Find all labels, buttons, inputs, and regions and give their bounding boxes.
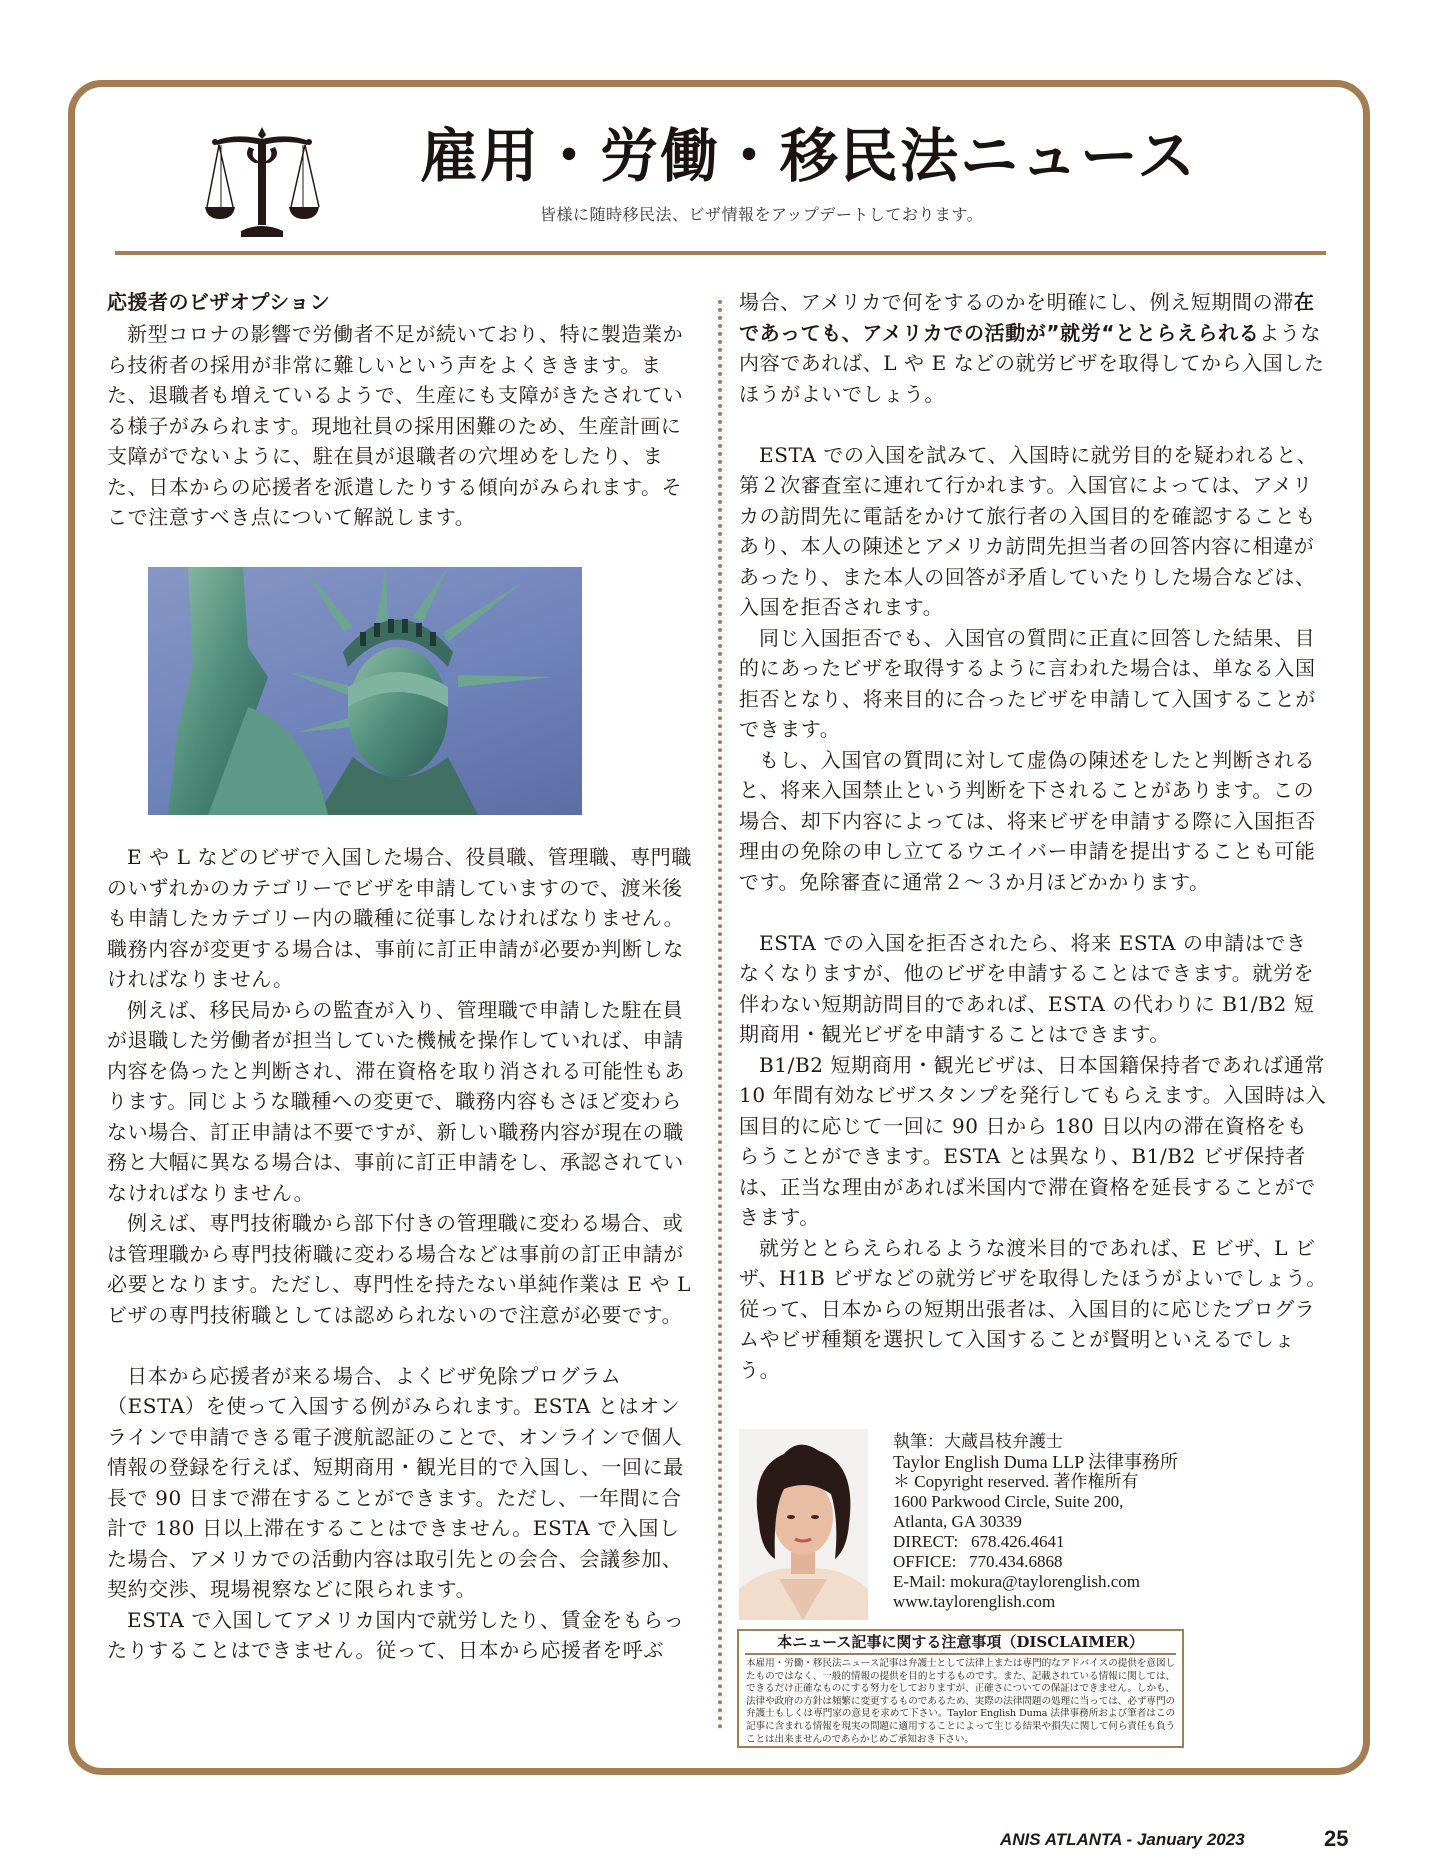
continuation-text: 場合、アメリカで何をするのかを明確にし、例え短期間の滞 — [739, 290, 1294, 314]
author-address-line2: Atlanta, GA 30339 — [893, 1512, 1022, 1531]
publication-footer: ANIS ATLANTA - January 2023 — [1000, 1830, 1245, 1849]
page-number: 25 — [1324, 1826, 1349, 1851]
article-paragraph: ESTA での入国を試みて、入国時に就労目的を疑われると、第２次審査室に連れて行かれます。入国官によっては、アメリカの訪問先に電話をかけて旅行者の入国目的を確認することもあり、本人の陳述とアメリカ訪問先担当者の回答内容に相違があったり、また本人の回答が矛盾していたりした場合などは、入国を拒否されます。 — [739, 442, 1318, 619]
author-direct-phone: DIRECT: 678.426.4641 — [893, 1532, 1065, 1551]
article-paragraph: 例えば、移民局からの監査が入り、管理職で申請した駐在員が退職した労働者が担当していた機械を操作していれば、申請内容を偽ったと判断され、滞在資格を取り消される可能性もあります。同じような職種への変更で、職務内容もさほど変わらない場合、訂正申請は不要ですが、新しい職務内容が現在の職務と大幅に異なる場合は、事前に訂正申請をし、承認されていなければなりません。 — [107, 997, 685, 1205]
article-paragraph: 就労ととらえられるような渡米目的であれば、E ビザ、L ビザ、H1B ビザなどの就労ビザを取得したほうがよいでしょう。従って、日本からの短期出張者は、入国目的に応じたプログラムやビザ種類を選択して入国することが賢明といえるでしょう。 — [739, 1235, 1327, 1382]
article-paragraph: もし、入国官の質問に対して虚偽の陳述をしたと判断されると、将来入国禁止という判断を下されることがあります。この場合、却下内容によっては、将来ビザを申請する際に入国拒否理由の免除の申し立てるウエイバー申請を提出することも可能です。免除審査に通常２～３か月ほどかかります。 — [739, 747, 1316, 894]
author-portrait-photo — [739, 1429, 868, 1620]
article-paragraph: ESTA で入国してアメリカ国内で就労したり、賃金をもらったりすることはできません。従って、日本から応援者を呼ぶ — [107, 1607, 685, 1662]
author-email[interactable]: E-Mail: mokura@taylorenglish.com — [893, 1572, 1140, 1591]
page-subtitle: 皆様に随時移民法、ビザ情報をアップデートしております。 — [540, 205, 984, 224]
disclaimer-body: 本雇用・労働・移民法ニュース記事は弁護士として法律上または専門的なアドバイスの提供を意図したものではなく、一般的情報の提供を目的とするものです。また、記載されている情報に関しては、できるだけ正確なものにする努力をしておりますが、正確さについての保証はできません。しかも、法律や政府の方針は頻繁に変更するものであるため、実際の法律問題の処理に当っては、必ず専門の弁護士もしくは専門家の意見を求めて下さい。Taylor English Duma 法律事務所および筆者はこの記事に含まれる情報を現実の問題に適用することによって生じる結果や損失に関して何ら責任も負うことは出来ませんのであらかじめご承知おき下さい。 — [746, 1658, 1175, 1745]
article-paragraph: 新型コロナの影響で労働者不足が続いており、特に製造業から技術者の採用が非常に難しいという声をよくききます。また、退職者も増えているようで、生産にも支障がきたされている様子がみられます。現地社員の採用困難のため、生産計画に支障がでないように、駐在員が退職者の穴埋めをしたり、また、日本からの応援者を派遣したりする傾向がみられます。そこで注意すべき点について解説します。 — [107, 322, 684, 529]
article-paragraph: 例えば、専門技術職から部下付きの管理職に変わる場合、或は管理職から専門技術職に変わる場合などは事前の訂正申請が必要となります。ただし、専門性を持たない単純作業は E や L ビザの専門技術職としては認められないので注意が必要です。 — [107, 1211, 691, 1327]
article-paragraph: ESTA での入国を拒否されたら、将来 ESTA の申請はできなくなりますが、他のビザを申請することはできます。就労を伴わない短期訪問目的であれば、ESTA の代わりに B1/B2 短期商用・観光ビザを申請することはできます。 — [739, 930, 1315, 1046]
scales-of-justice-icon — [205, 125, 320, 245]
column-divider — [718, 300, 722, 1730]
author-info — [893, 1432, 1223, 1612]
disclaimer-title: 本ニュース記事に関する注意事項（DISCLAIMER） — [745, 1631, 1176, 1655]
author-office-phone: OFFICE: 770.434.6868 — [893, 1552, 1063, 1571]
article-paragraph: B1/B2 短期商用・観光ビザは、日本国籍保持者であれば通常 10 年間有効なビザスタンプを発行してもらえます。入国時は入国目的に応じて一回に 90 日から 180 日以内の滞在資格をもらうことができます。ESTA とは異なり、B1/B2 ビザ保持者は、正当な理由があれば米国内で滞在資格を延長することができます。 — [739, 1052, 1327, 1229]
article-paragraph: 同じ入国拒否でも、入国官の質問に正直に回答した結果、目的にあったビザを取得するように言われた場合は、単なる入国拒否となり、将来目的に合ったビザを申請して入国することができます。 — [739, 625, 1316, 741]
author-byline: 執筆：大蔵昌枝弁護士 — [893, 1432, 1063, 1451]
author-copyright: ＊ Copyright reserved. 著作権所有 — [893, 1472, 1139, 1491]
continuation-text: ような内容であれば、L や E などの就労ビザを取得してから入国したほうがよいでしょう。 — [739, 320, 1325, 406]
author-firm: Taylor English Duma LLP 法律事務所 — [893, 1452, 1179, 1472]
article-right-column — [739, 287, 1327, 1385]
article-left-column — [107, 288, 697, 1666]
article-paragraph: E や L などのビザで入国した場合、役員職、管理職、専門職のいずれかのカテゴリーでビザを申請していますので、渡米後も申請したカテゴリー内の職種に従事しなければなりません。職務内容が変更する場合は、事前に訂正申請が必要か判断しなければなりません。 — [107, 845, 692, 991]
disclaimer-box — [737, 1629, 1184, 1748]
author-website[interactable]: www.taylorenglish.com — [893, 1592, 1056, 1611]
article-paragraph — [739, 287, 1327, 409]
header-divider — [115, 251, 1326, 255]
statue-of-liberty-photo — [148, 567, 582, 815]
page-title: 雇用・労働・移民法ニュース — [420, 122, 1198, 190]
article-heading: 応援者のビザオプション — [107, 290, 331, 314]
emphasis-text: 在であっても、アメリカでの活動が”就労“ととらえられる — [739, 290, 1315, 345]
author-address-line1: 1600 Parkwood Circle, Suite 200, — [893, 1492, 1124, 1511]
article-paragraph: 日本から応援者が来る場合、よくビザ免除プログラム（ESTA）を使って入国する例がみられます。ESTA とはオンラインで申請できる電子渡航認証のことで、オンラインで個人情報の登録を行えば、短期商用・観光目的で入国し、一回に最長で 90 日まで滞在することができます。ただし、一年間に合計で 180 日以上滞在することはできません。ESTA で入国した場合、アメリカでの活動内容は取引先との会合、会議参加、契約交渉、現場視察などに限られます。 — [107, 1363, 684, 1601]
